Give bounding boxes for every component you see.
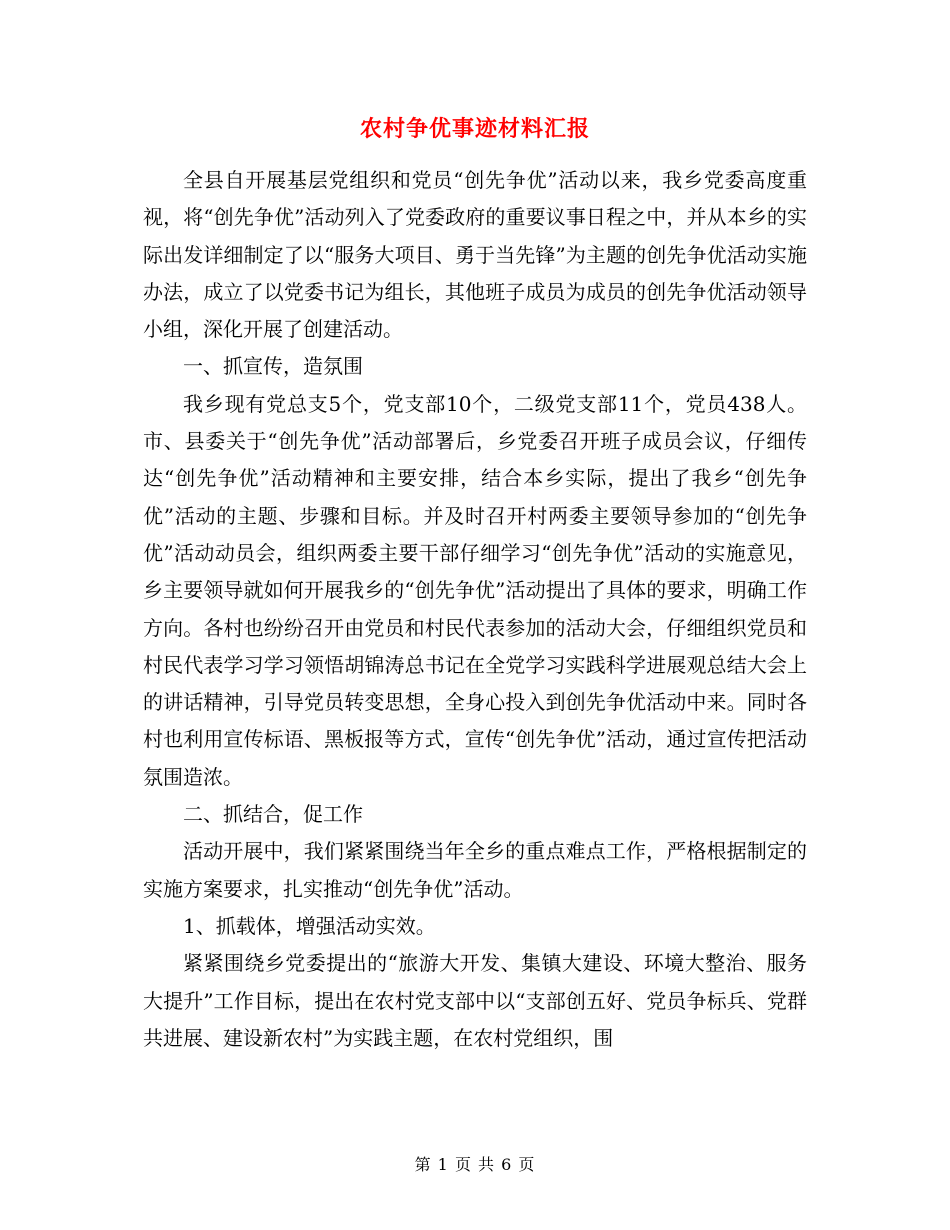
- section-heading-1: 一、抓宣传，造氛围: [183, 354, 363, 379]
- subsection-heading-1: 1、抓载体，增强活动实效。: [183, 913, 436, 938]
- paragraph-section-2: 活动开展中，我们紧紧围绕当年全乡的重点难点工作，严格根据制定的实施方案要求，扎实推动“创先争优”活动。: [143, 839, 807, 901]
- paragraph-intro: 全县自开展基层党组织和党员“创先争优”活动以来，我乡党委高度重视，将“创先争优”活动列入了党委政府的重要议事日程之中，并从本乡的实际出发详细制定了以“服务大项目、勇于当先锋”为主题的创先争优活动实施办法，成立了以党委书记为组长，其他班子成员为成员的创先争优活动领导小组，深化开展了创建活动。: [143, 168, 807, 342]
- page-footer: 第 1 页 共 6 页: [414, 1155, 536, 1174]
- section-heading-2: 二、抓结合，促工作: [183, 802, 363, 827]
- paragraph-subsection-1: 紧紧围绕乡党委提出的“旅游大开发、集镇大建设、环境大整治、服务大提升”工作目标，提出在农村党支部中以“支部创五好、党员争标兵、党群共进展、建设新农村”为实践主题，在农村党组织，围: [143, 951, 807, 1050]
- document-title: 农村争优事迹材料汇报: [359, 116, 590, 142]
- document-body: [143, 162, 807, 1057]
- paragraph-section-1: 我乡现有党总支5个，党支部10个，二级党支部11个，党员438人。市、县委关于“创先争优”活动部署后，乡党委召开班子成员会议，仔细传达“创先争优”活动精神和主要安排，结合本乡实际，提出了我乡“创先争优”活动的主题、步骤和目标。并及时召开村两委主要领导参加的“创先争优”活动动员会，组织两委主要干部仔细学习“创先争优”活动的实施意见，乡主要领导就如何开展我乡的“创先争优”活动提出了具体的要求，明确工作方向。各村也纷纷召开由党员和村民代表参加的活动大会，仔细组织党员和村民代表学习学习领悟胡锦涛总书记在全党学习实践科学进展观总结大会上的讲话精神，引导党员转变思想，全身心投入到创先争优活动中来。同时各村也利用宣传标语、黑板报等方式，宣传“创先争优”活动，通过宣传把活动氛围造浓。: [143, 391, 807, 789]
